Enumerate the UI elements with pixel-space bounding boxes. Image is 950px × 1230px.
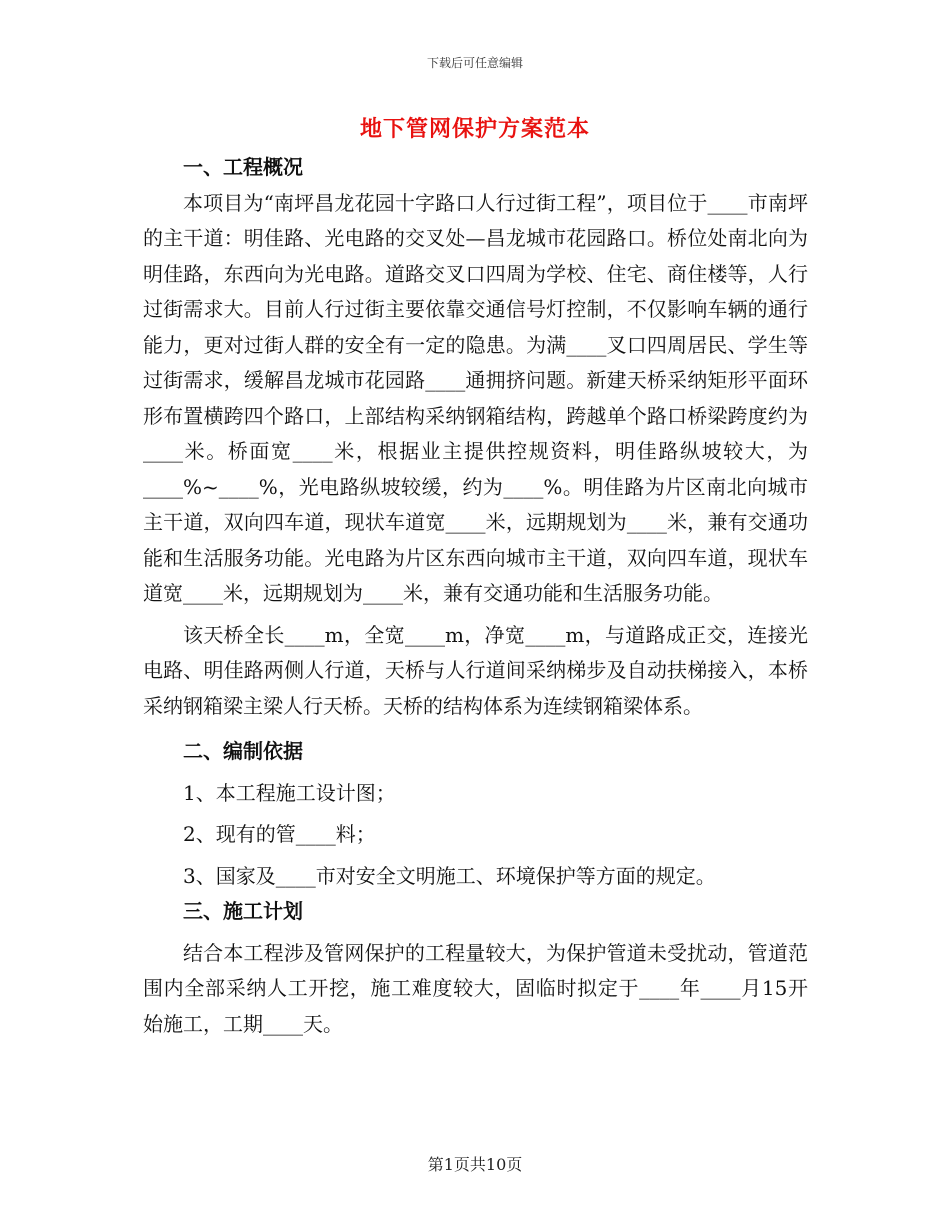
plan-paragraph-1: 结合本工程涉及管网保护的工程量较大，为保护管道未受扰动，管道范围内全部采纳人工开挖，施工难度较大，固临时拟定于____年____月15开始施工，工期____天。 [143,940,808,1036]
section-heading-plan: 三、施工计划 [183,899,303,923]
overview-paragraph-1: 本项目为“南坪昌龙花园十字路口人行过街工程”，项目位于____市南坪的主干道：明佳路、光电路的交叉处—昌龙城市花园路口。桥位处南北向为明佳路，东西向为光电路。道路交叉口四周为学校、住宅、商住楼等，人行过街需求大。目前人行过街主要依靠交通信号灯控制，不仅影响车辆的通行能力，更对过街人群的安全有一定的隐患。为满____叉口四周居民、学生等过街需求，缓解昌龙城市花园路____通拥挤问题。新建天桥采纳矩形平面环形布置横跨四个路口，上部结构采纳钢箱结构，跨越单个路口桥梁跨度约为____米。桥面宽____米，根据业主提供控规资料，明佳路纵坡较大，为____%~____%，光电路纵坡较缓，约为____%。明佳路为片区南北向城市主干道，双向四车道，现状车道宽____米，远期规划为____米，兼有交通功能和生活服务功能。光电路为片区东西向城市主干道，双向四车道，现状车道宽____米，远期规划为____米，兼有交通功能和生活服务功能。 [143,190,808,605]
header-note: 下载后可任意编辑 [426,56,523,70]
section-heading-overview: 一、工程概况 [183,155,303,179]
overview-paragraph-2: 该天桥全长____m，全宽____m，净宽____m，与道路成正交，连接光电路、明佳路两侧人行道，天桥与人行道间采纳梯步及自动扶梯接入，本桥采纳钢箱梁主梁人行天桥。天桥的结构体系为连续钢箱梁体系。 [143,622,808,718]
page-footer: 第1页共10页 [427,1155,523,1174]
section-heading-basis: 二、编制依据 [183,739,303,763]
basis-item-2: 2、现有的管____料； [183,822,376,846]
document-title: 地下管网保护方案范本 [359,116,590,142]
basis-item-3: 3、国家及____市对安全文明施工、环境保护等方面的规定。 [183,863,716,888]
document-body [143,150,808,1042]
basis-item-1: 1、本工程施工设计图； [183,780,396,805]
